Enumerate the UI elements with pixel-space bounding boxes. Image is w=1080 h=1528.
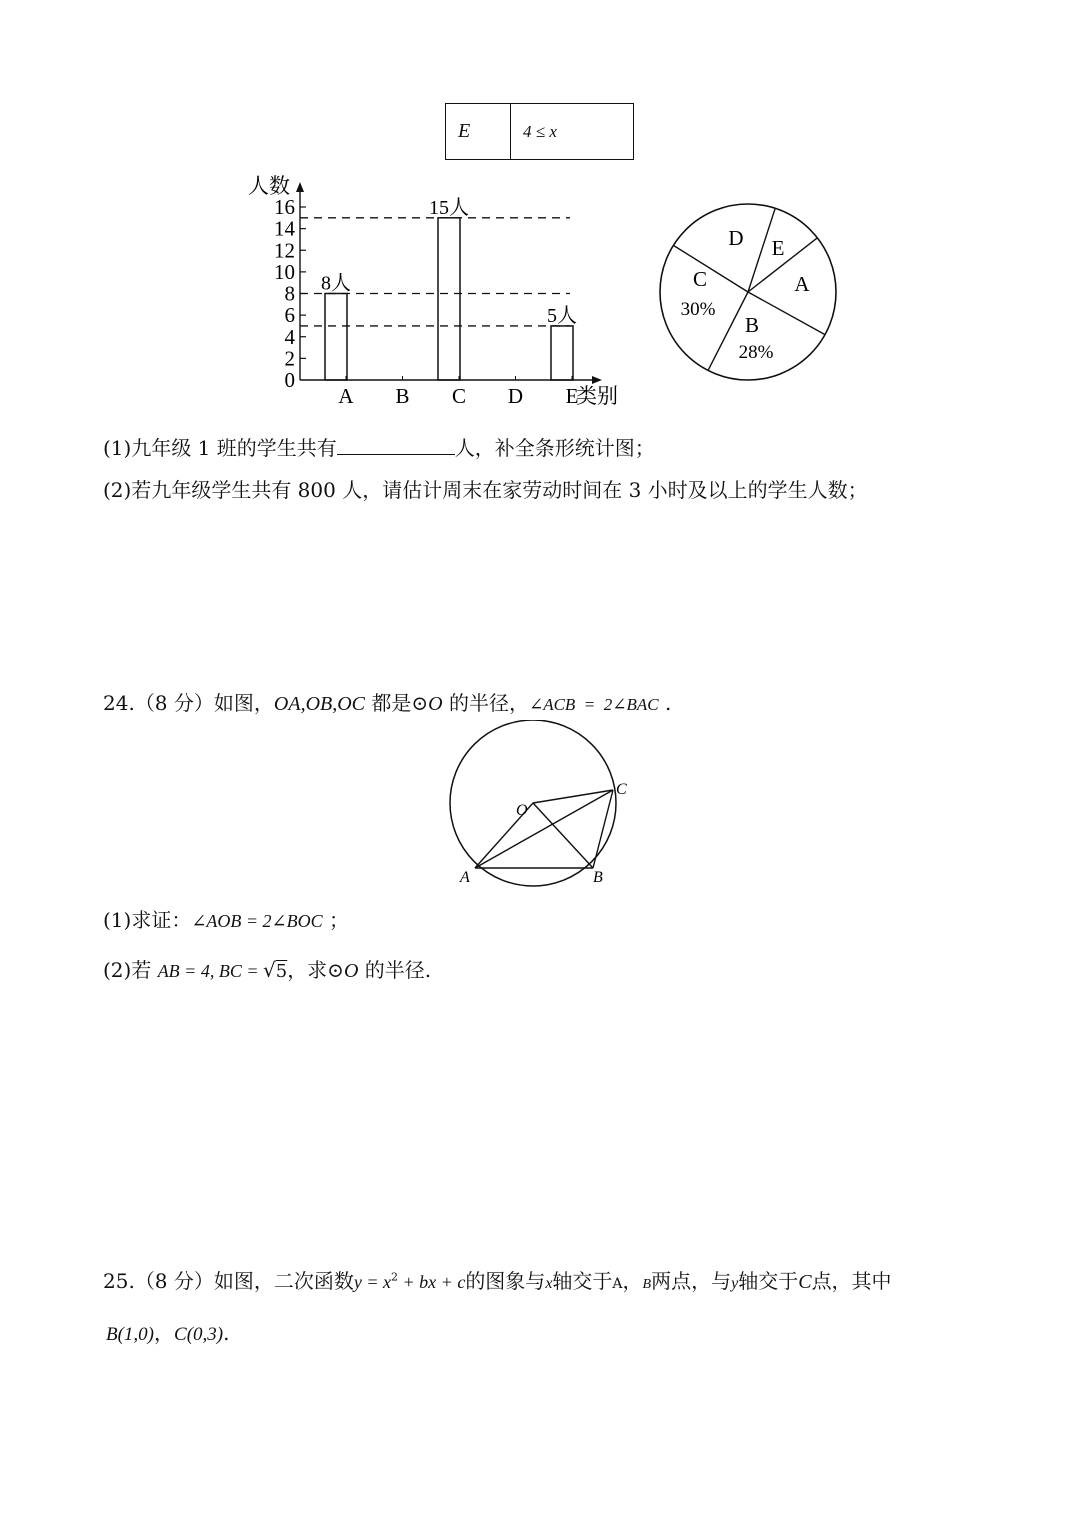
- q24-part2-circle: O: [343, 960, 359, 982]
- x-tick-label: D: [507, 384, 524, 408]
- bar: [551, 326, 573, 380]
- x-axis-arrow: [592, 376, 602, 384]
- pie-slice-label: A: [794, 272, 810, 296]
- q24-points: （8 分）如图，: [134, 691, 274, 715]
- category-table: [445, 103, 634, 160]
- q24-part2-prefix: (2)若: [103, 958, 158, 982]
- segment-ob: [533, 803, 593, 868]
- y-tick-label: 14: [274, 216, 295, 241]
- label-o: O: [516, 802, 528, 819]
- q24-condition: ∠ACB = 2∠BAC: [528, 695, 659, 714]
- q25-stem-line1: [103, 1271, 892, 1292]
- x-tick-label: A: [338, 384, 354, 408]
- table-range-cell: 4 ≤ x: [523, 121, 557, 141]
- q25-b-coord: B(1,0): [106, 1324, 155, 1345]
- x-tick-label: C: [451, 384, 467, 408]
- y-axis-label: 人数: [248, 174, 290, 198]
- pie-slice-boundary: [673, 245, 748, 292]
- q23-part1: [103, 436, 655, 458]
- x-tick-label: E: [565, 384, 579, 408]
- q24-text-mid: 都是⊙: [365, 691, 429, 715]
- q23-part1-suffix: 人，补全条形统计图；: [454, 436, 655, 460]
- label-b: B: [593, 869, 603, 886]
- q25-comma1: ，: [622, 1269, 643, 1293]
- q25-mid2: 轴交于: [552, 1269, 613, 1293]
- bar-data-label: 15人: [429, 196, 469, 219]
- y-tick-label: 6: [284, 303, 295, 328]
- pie-slice-percent: 30%: [680, 299, 716, 320]
- segment-bc: [593, 790, 613, 868]
- q24-part2: [103, 960, 431, 981]
- y-tick-label: 4: [284, 324, 295, 349]
- q25-point-a: A: [612, 1276, 623, 1292]
- y-tick-label: 2: [284, 346, 295, 371]
- q25-number: 25.: [103, 1269, 135, 1293]
- q25-formula: y = x: [353, 1272, 392, 1292]
- q25-mid1: 的图象与: [465, 1269, 546, 1293]
- q25-comma2: ，: [154, 1321, 175, 1345]
- pie-slice-label: D: [728, 226, 744, 250]
- y-tick-label: 12: [274, 238, 295, 263]
- y-tick-label: 8: [284, 281, 295, 306]
- q24-part1: [103, 910, 349, 930]
- sqrt-value: 5: [275, 961, 288, 982]
- q25-exponent: 2: [391, 1270, 399, 1284]
- q25-c-coord: C(0,3): [174, 1324, 224, 1345]
- x-axis-label: 类别: [576, 384, 618, 408]
- q25-mid3: 两点，与: [651, 1269, 732, 1293]
- pie-slice-percent: 28%: [738, 342, 774, 363]
- q25-point-b: B: [642, 1277, 652, 1292]
- bar: [325, 294, 347, 381]
- q24-radii: OA,OB,OC: [273, 693, 366, 715]
- q25-point-c: C: [798, 1271, 812, 1293]
- label-c: C: [616, 781, 627, 798]
- circle-figure: [440, 720, 640, 895]
- y-tick-label: 10: [274, 259, 295, 284]
- label-a: A: [460, 869, 470, 886]
- q24-part2-end: 的半径.: [358, 958, 432, 982]
- bar-data-label: 8人: [321, 272, 351, 295]
- q24-circle-name: O: [428, 693, 443, 715]
- bar-data-label: 5人: [547, 304, 577, 327]
- pie-chart: [650, 195, 845, 390]
- q24-part2-suffix: ，求⊙: [287, 958, 344, 982]
- y-axis-arrow: [296, 182, 304, 192]
- bar: [438, 218, 460, 380]
- q25-y-axis: y: [731, 1275, 739, 1292]
- y-tick-label: 0: [284, 368, 295, 392]
- pie-slice-label: B: [744, 313, 760, 337]
- q23-part1-prefix: (1)九年级 1 班的学生共有: [103, 436, 337, 460]
- q24-part2-formula: AB = 4, BC =: [157, 961, 263, 981]
- q24-text-after: 的半径，: [442, 691, 529, 715]
- q24-stem: [103, 693, 671, 714]
- q25-x-axis: x: [545, 1275, 553, 1292]
- bar-chart: [240, 170, 640, 415]
- q25-end: .: [223, 1321, 230, 1345]
- answer-blank[interactable]: [337, 436, 455, 455]
- pie-slice-label: E: [771, 236, 785, 260]
- x-tick-label: B: [395, 384, 410, 408]
- q25-stem-line2: [106, 1323, 229, 1344]
- q23-part2: (2)若九年级学生共有 800 人，请估计周末在家劳动时间在 3 小时及以上的学生人数；: [103, 478, 868, 502]
- pie-slice-boundary: [748, 292, 825, 335]
- sqrt-sign: √: [262, 958, 276, 982]
- q25-mid4: 轴交于: [738, 1269, 799, 1293]
- pie-slice-label: C: [692, 267, 708, 291]
- q25-mid5: 点，其中: [811, 1269, 892, 1293]
- q24-part1-prefix: (1)求证：: [103, 908, 192, 932]
- q24-number: 24.: [103, 691, 135, 715]
- q24-part1-formula: ∠AOB = 2∠BOC: [191, 911, 323, 931]
- q24-part1-end: ；: [322, 908, 350, 932]
- y-tick-label: 16: [274, 195, 295, 219]
- q25-formula-rest: + bx + c: [398, 1272, 466, 1292]
- q24-end: .: [658, 691, 672, 715]
- table-category-cell: E: [446, 104, 511, 159]
- q25-points: （8 分）如图，二次函数: [134, 1269, 354, 1293]
